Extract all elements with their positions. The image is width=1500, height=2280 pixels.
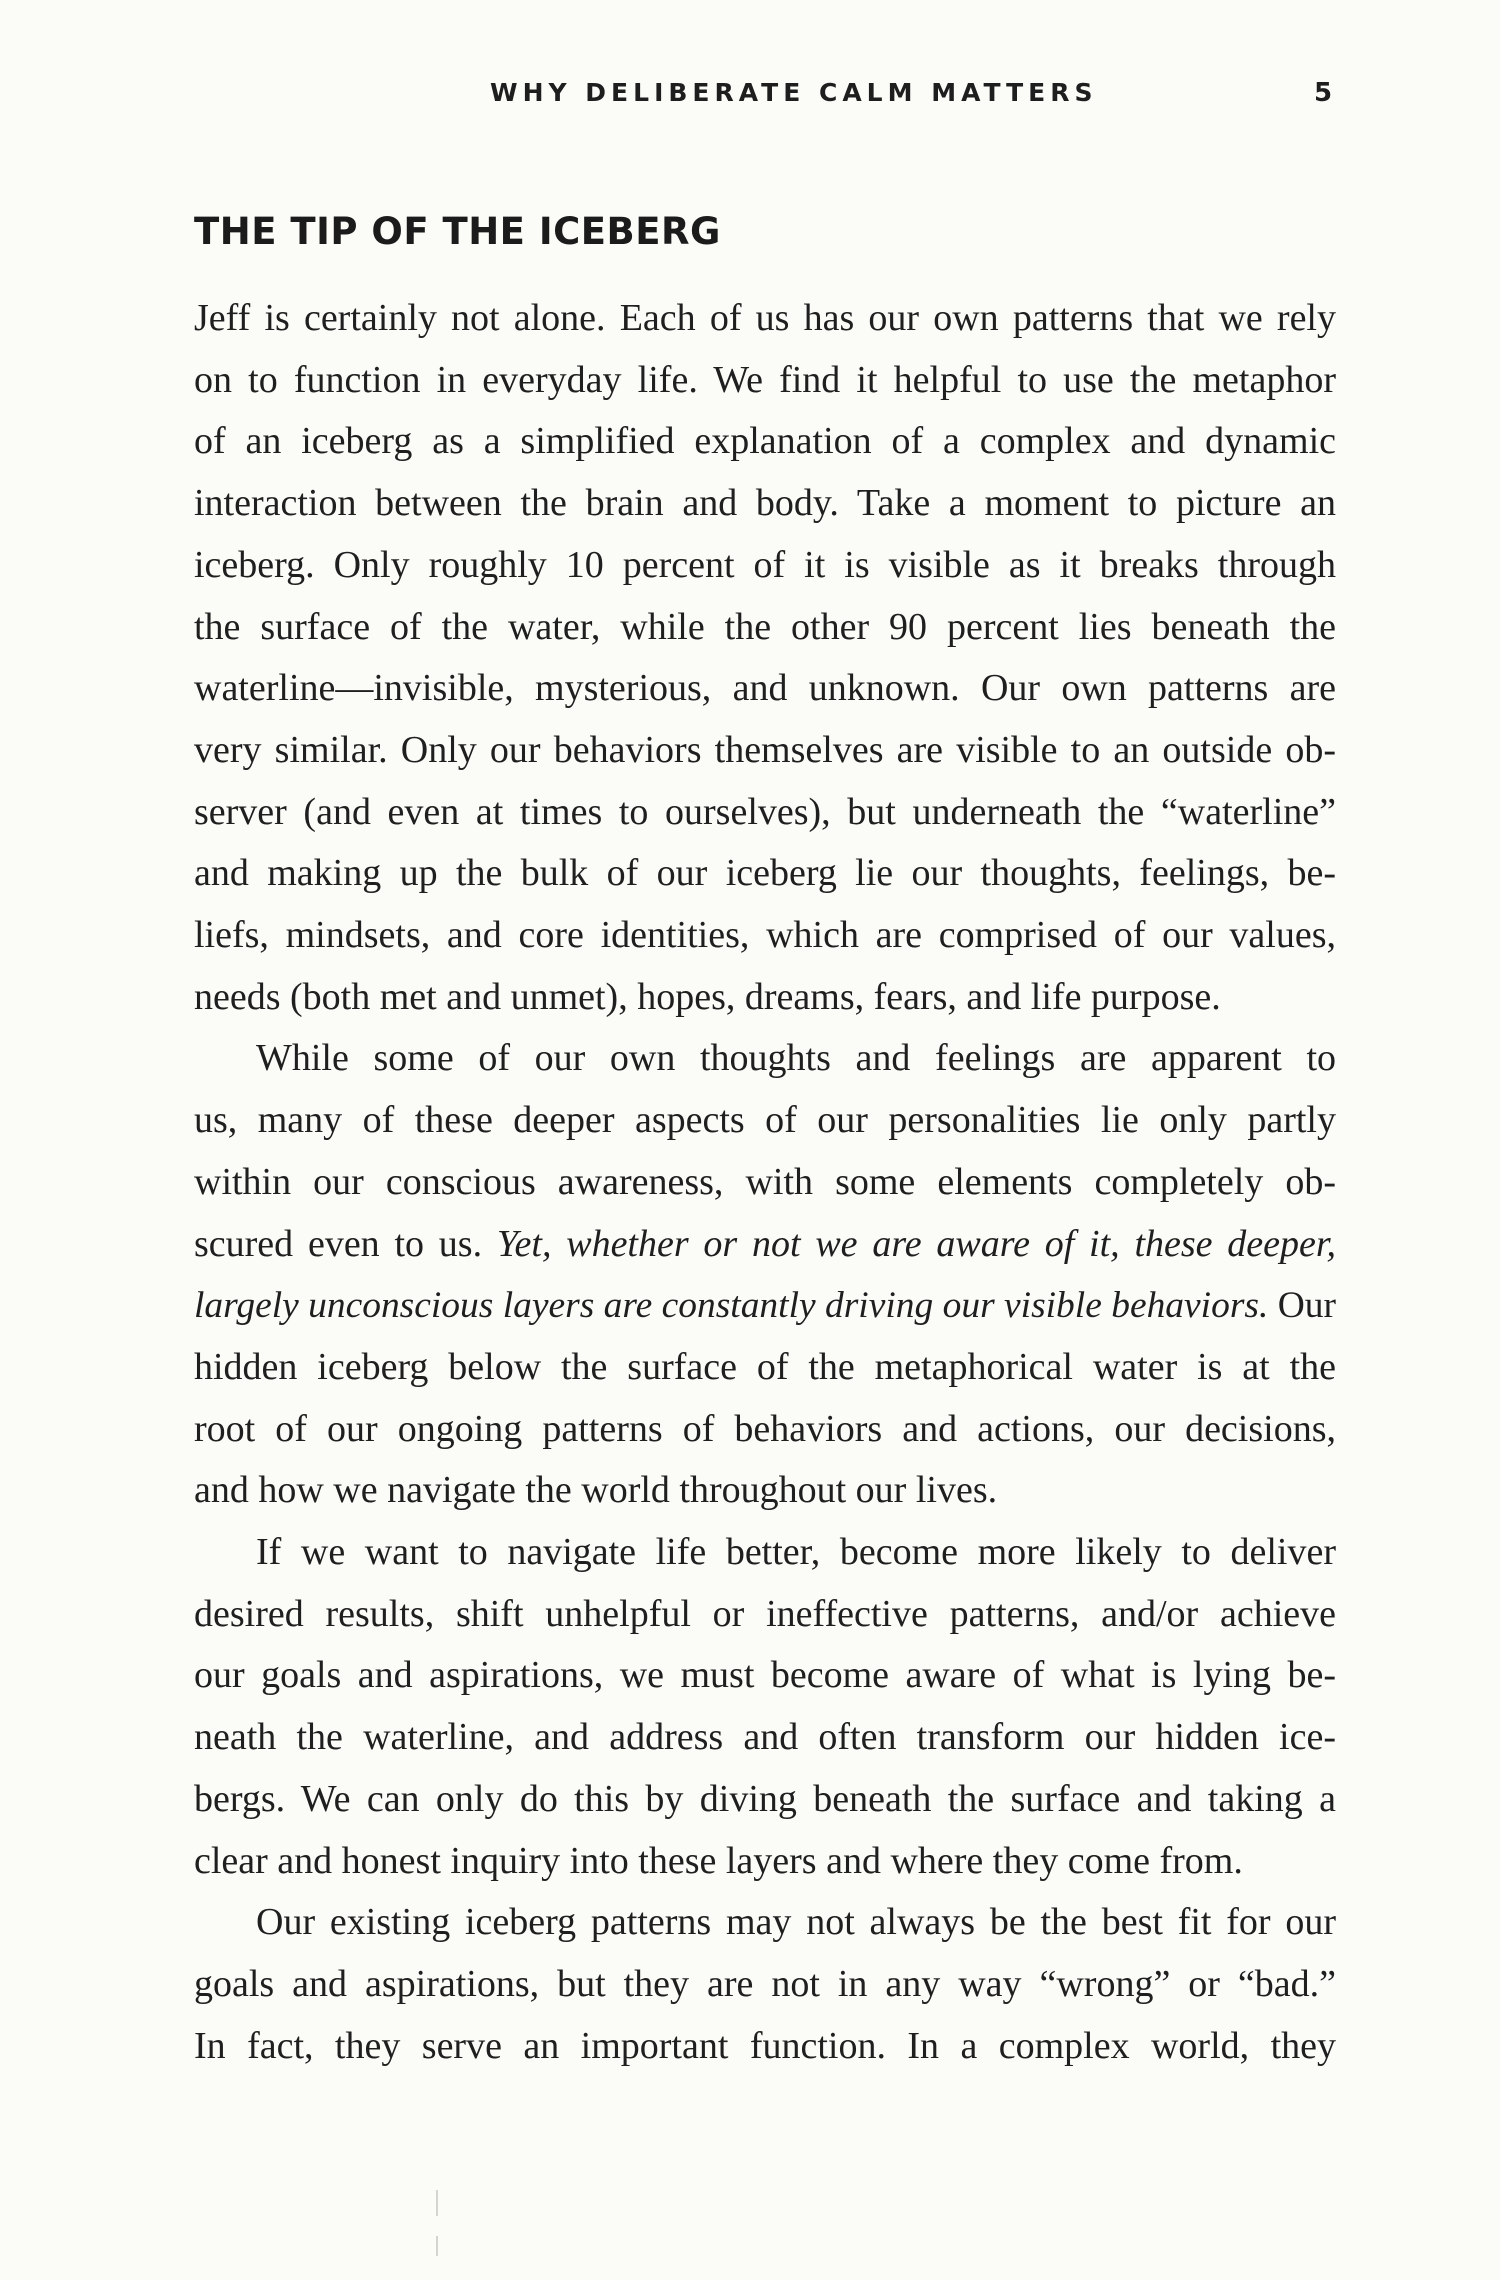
text-line: and making up the bulk of our iceberg lie our thoughts, feelings, be- [194,852,1336,895]
text-line-mixed [194,1214,1336,1276]
italic-emphasis: Yet, whether or not we are aware of it, these deeper, [496,1222,1336,1265]
text-line: interaction between the brain and body. Take a moment to picture an [194,482,1336,525]
text-line: desired results, shift unhelpful or ineffective patterns, and/or achieve [194,1592,1336,1635]
text-line: the surface of the water, while the other 90 percent lies beneath the [194,605,1336,648]
text-line: liefs, mindsets, and core identities, which are comprised of our values, [194,914,1336,957]
text-line: very similar. Only our behaviors themselves are visible to an outside ob- [194,728,1336,771]
text-line: Jeff is certainly not alone. Each of us has our own patterns that we rely [194,297,1336,339]
scan-artifact [436,2190,438,2216]
scan-artifact [436,2236,438,2256]
text-run: scured even to us. [194,1222,497,1265]
text-line: on to function in everyday life. We find it helpful to use the metaphor [194,358,1336,401]
text-line: and how we navigate the world throughout our lives. [194,1469,998,1512]
text-line: clear and honest inquiry into these layers and where they come from. [194,1839,1243,1882]
text-line: neath the waterline, and address and often transform our hidden ice- [194,1716,1336,1759]
paragraph-2 [194,1028,1336,1522]
text-line: hidden iceberg below the surface of the metaphorical water is at the [194,1345,1336,1388]
text-line: server (and even at times to ourselves), but underneath the “waterline” [194,790,1336,833]
text-line: waterline—invisible, mysterious, and unknown. Our own patterns are [194,667,1336,710]
text-run: Our [1268,1285,1337,1327]
text-line: In fact, they serve an important function. In a complex world, they [194,2024,1336,2067]
paragraph-1 [194,288,1336,1028]
text-line: of an iceberg as a simplified explanation of a complex and dynamic [194,420,1336,463]
running-head: WHY DELIBERATE CALM MATTERS [490,78,1098,107]
text-line: root of our ongoing patterns of behaviors and actions, our decisions, [194,1407,1336,1450]
text-line: Our existing iceberg patterns may not always be the best fit for our [256,1901,1336,1944]
page-number: 5 [1314,78,1333,108]
text-line: If we want to navigate life better, become more likely to deliver [256,1531,1336,1574]
text-line: iceberg. Only roughly 10 percent of it is visible as it breaks through [194,543,1336,586]
text-line-mixed [194,1275,1336,1337]
text-line: While some of our own thoughts and feelings are apparent to [256,1037,1336,1080]
text-line: our goals and aspirations, we must become aware of what is lying be- [194,1654,1336,1697]
section-heading: THE TIP OF THE ICEBERG [194,210,721,253]
italic-emphasis: largely unconscious layers are constantly driving our visible behaviors. [194,1285,1269,1327]
text-line: needs (both met and unmet), hopes, dreams, fears, and life purpose. [194,975,1221,1018]
text-line: goals and aspirations, but they are not in any way “wrong” or “bad.” [194,1962,1336,2005]
body-text [194,288,1336,2077]
text-line: us, many of these deeper aspects of our personalities lie only partly [194,1099,1336,1142]
paragraph-4 [194,1892,1336,2077]
paragraph-3 [194,1522,1336,1892]
text-line: bergs. We can only do this by diving beneath the surface and taking a [194,1777,1336,1820]
text-line: within our conscious awareness, with some elements completely ob- [194,1160,1336,1203]
